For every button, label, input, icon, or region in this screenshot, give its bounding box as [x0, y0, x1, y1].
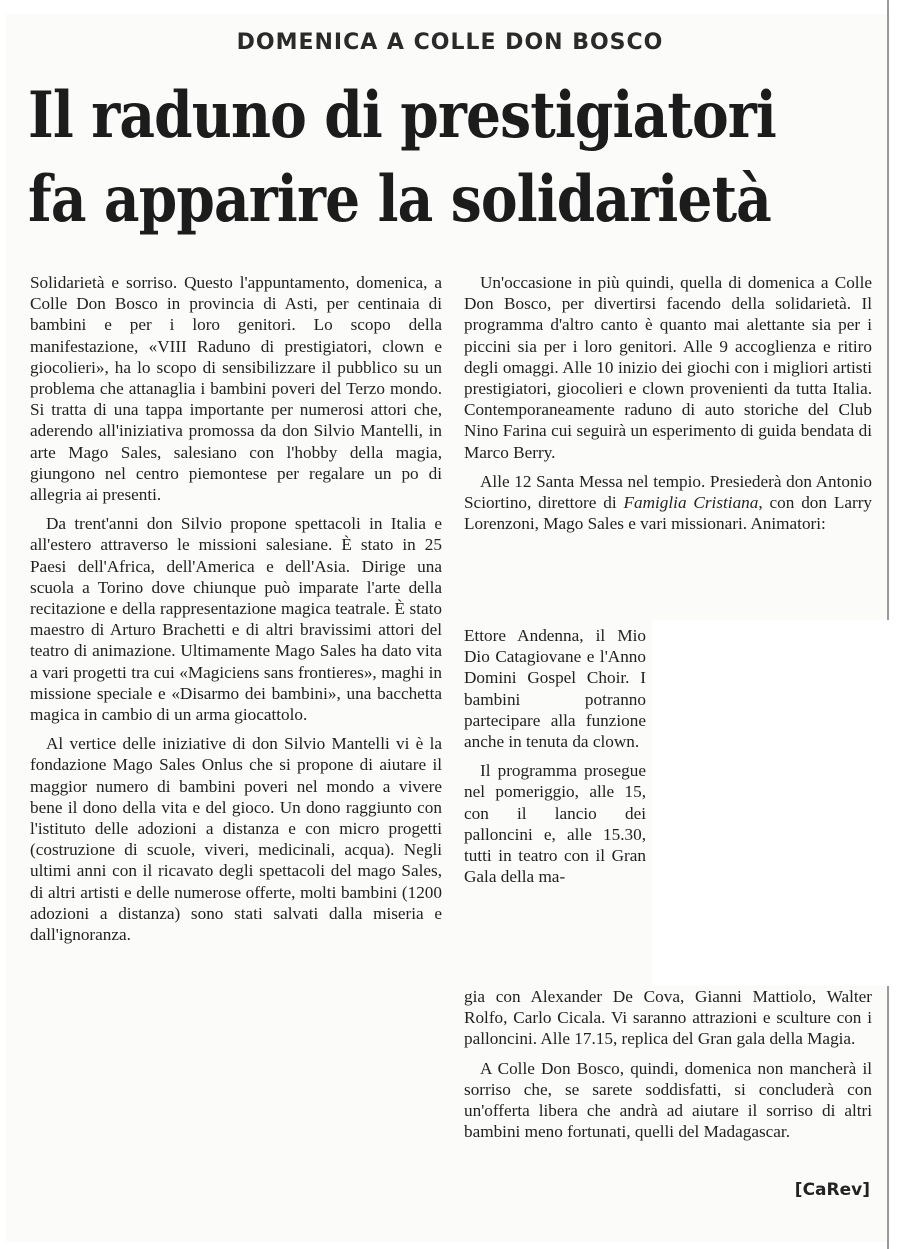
- narrow-paragraph-1: Ettore Andenna, il Mio Dio Catagiovane e l'Anno Domini Gospel Choir. I bambini potranno partecipare alla funzione anche in tenuta da clown.: [464, 626, 646, 752]
- narrow-paragraph-2: Il programma prosegue nel pomeriggio, alle 15, con il lancio dei palloncini e, alle 15.30, tutti in teatro con il Gran Gala della ma-: [464, 761, 646, 887]
- blank-image-area: [652, 620, 896, 986]
- magazine-title: Famiglia Cristiana: [623, 493, 759, 513]
- headline-line-2: fa apparire la solidarietà: [28, 162, 771, 237]
- article-headline: [28, 74, 879, 242]
- tail-paragraph-1: gia con Alexander De Cova, Gianni Mattiolo, Walter Rolfo, Carlo Cicala. Vi saranno attrazioni e sculture con i palloncini. Alle 17.15, replica del Gran gala della Magia.: [464, 987, 872, 1049]
- right-paragraph-2: [464, 471, 872, 535]
- right-tail-column: [464, 986, 872, 1142]
- right-paragraph-1: Un'occasione in più quindi, quella di domenica a Colle Don Bosco, per divertirsi facendo della solidarietà. Il programma d'altro canto è quanto mai alettante sia per i piccini sia per i loro genitori. Alle 9 accoglienza e ritiro degli omaggi. Alle 10 inizio dei giochi con i migliori artisti prestigiatori, giocolieri e clown provenienti da tutta Italia. Contemporaneamente raduno di auto storiche del Club Nino Farina cui seguirà un esperimento di guida bendata di Marco Berry.: [464, 273, 872, 462]
- tail-paragraph-2: A Colle Don Bosco, quindi, domenica non mancherà il sorriso che, se sarete soddisfatti, si concluderà con un'offerta libera che andrà ad aiutare il sorriso di altri bambini meno fortunati, quelli del Madagascar.: [464, 1058, 872, 1142]
- left-paragraph-1: Solidarietà e sorriso. Questo l'appuntamento, domenica, a Colle Don Bosco in provincia di Asti, per centinaia di bambini e per i loro genitori. Lo scopo della manifestazione, «VIII Raduno di prestigiatori, clown e giocolieri», ha lo scopo di sensibilizzare il pubblico su un problema che attanaglia i bambini poveri del Terzo mondo. Si tratta di una tappa importante per numerosi attori che, aderendo all'iniziativa promossa da don Silvio Mantelli, in arte Mago Sales, salesiano con l'hobby della magia, giungono nel centro piemontese per regalare un po di allegria ai presenti.: [30, 273, 442, 505]
- headline-line-1: Il raduno di prestigiatori: [28, 78, 776, 153]
- right-narrow-column: [464, 625, 646, 887]
- author-signature: [CaRev]: [794, 1180, 870, 1200]
- article-kicker: DOMENICA A COLLE DON BOSCO: [236, 30, 664, 55]
- left-paragraph-3: Al vertice delle iniziative di don Silvio Mantelli vi è la fondazione Mago Sales Onlus che si propone di aiutare il maggior numero di bambini poveri nel mondo a vivere bene il dono della vita e del gioco. Un dono raggiunto con l'istituto delle adozioni a distanza e con micro progetti (costruzione di scuole, viveri, medicinali, acqua). Negli ultimi anni con il ricavato degli spettacoli del mago Sales, di altri artisti e delle numerose offerte, molti bambini (1200 adozioni a distanza) sono stati salvati dalla miseria e dall'ignoranza.: [30, 734, 442, 945]
- right-column: [464, 272, 872, 534]
- left-paragraph-2: Da trent'anni don Silvio propone spettacoli in Italia e all'estero attraverso le missioni salesiane. È stato in 25 Paesi dell'Africa, dell'America e dell'Asia. Dirige una scuola a Torino dove chiunque può imparate l'arte della recitazione e della rappresentazione magica teatrale. È stato maestro di Arturo Brachetti e di altri bravissimi attori del teatro di animazione. Ultimamente Mago Sales ha dato vita a vari progetti tra cui «Magiciens sans frontieres», maghi in missione speciale e «Disarmo dei bambini», una bacchetta magica in cambio di un arma giocattolo.: [30, 514, 442, 725]
- right-paragraph-2-start: Alle 12 Santa Messa nel tempio. Presiederà don Antonio Sciortino, direttore di: [464, 471, 872, 513]
- right-paragraph-2-end: , con don Larry Lorenzoni, Mago Sales e vari missionari. Animatori:: [464, 493, 873, 534]
- left-column: [30, 272, 442, 945]
